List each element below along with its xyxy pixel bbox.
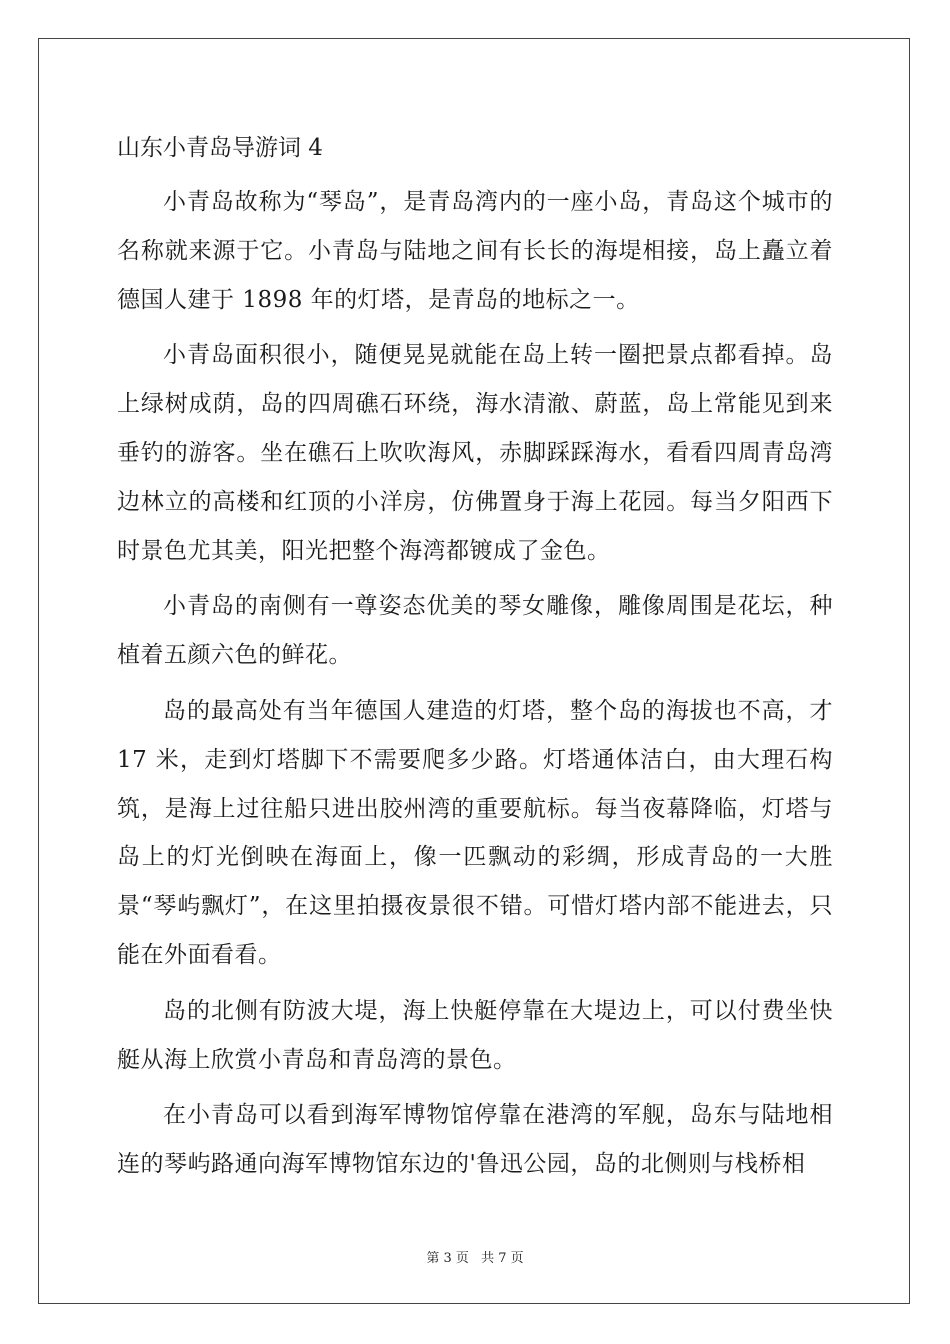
paragraph: 小青岛面积很小，随便晃晃就能在岛上转一圈把景点都看掉。岛上绿树成荫，岛的四周礁石环绕，海水清澈、蔚蓝，岛上常能见到来垂钓的游客。坐在礁石上吹吹海风，赤脚踩踩海水，看看四周青岛湾边林立的高楼和红顶的小洋房，仿佛置身于海上花园。每当夕阳西下时景色尤其美，阳光把整个海湾都镀成了金色。 — [117, 342, 833, 564]
paragraph: 在小青岛可以看到海军博物馆停靠在港湾的军舰，岛东与陆地相连的琴屿路通向海军博物馆东边的'鲁迅公园，岛的北侧则与栈桥相 — [117, 1102, 833, 1178]
document-body — [117, 125, 833, 1196]
page-number: 第 3 页 — [426, 1251, 469, 1266]
paragraph: 岛的北侧有防波大堤，海上快艇停靠在大堤边上，可以付费坐快艇从海上欣赏小青岛和青岛湾的景色。 — [117, 997, 833, 1073]
document-title: 山东小青岛导游词 4 — [117, 135, 323, 161]
paragraph: 小青岛故称为“琴岛”，是青岛湾内的一座小岛，青岛这个城市的名称就来源于它。小青岛与陆地之间有长长的海堤相接，岛上矗立着德国人建于 1898 年的灯塔，是青岛的地标之一。 — [117, 189, 833, 313]
paragraph: 岛的最高处有当年德国人建造的灯塔，整个岛的海拔也不高，才 17 米，走到灯塔脚下不需要爬多少路。灯塔通体洁白，由大理石构筑，是海上过往船只进出胶州湾的重要航标。每当夜幕降临，灯塔与岛上的灯光倒映在海面上，像一匹飘动的彩绸，形成青岛的一大胜景“琴屿飘灯”，在这里拍摄夜景很不错。可惜灯塔内部不能进去，只能在外面看看。 — [117, 697, 833, 968]
paragraph: 小青岛的南侧有一尊姿态优美的琴女雕像，雕像周围是花坛，种植着五颜六色的鲜花。 — [117, 593, 833, 669]
page-footer — [0, 1247, 950, 1266]
page-total: 共 7 页 — [481, 1251, 524, 1266]
